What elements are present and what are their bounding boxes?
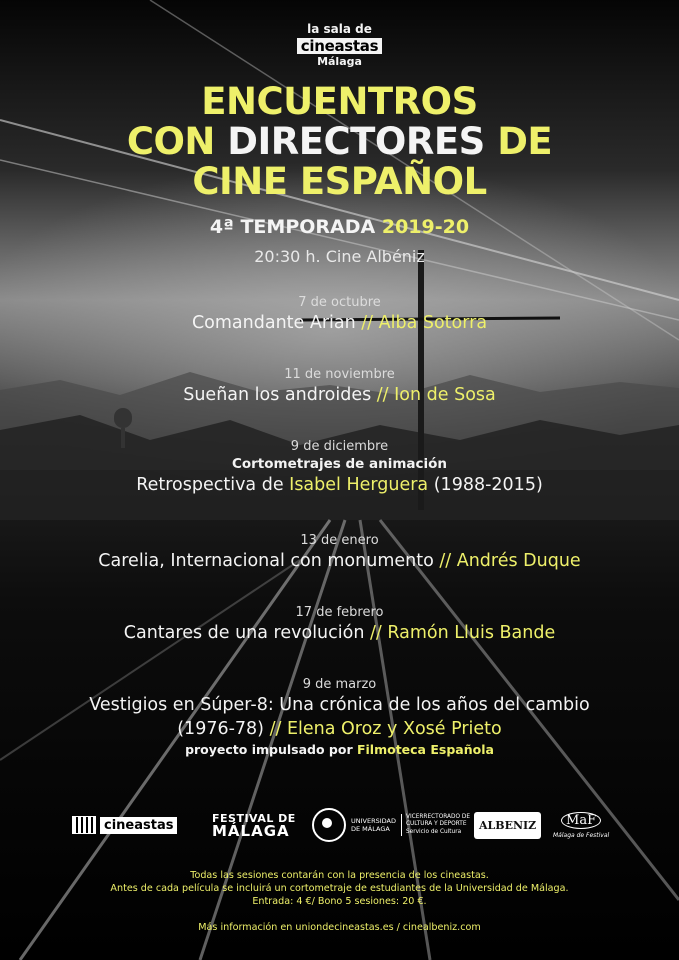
- event-film: Cantares de una revolución: [123, 623, 365, 643]
- event-5: [0, 604, 679, 645]
- event-separator: //: [264, 719, 282, 739]
- event-date: 11 de noviembre: [284, 367, 395, 382]
- time-place: 20:30 h. Cine Albéniz: [254, 247, 425, 266]
- title-word-de: DE: [497, 120, 553, 163]
- event-6: [0, 676, 679, 759]
- season: [0, 215, 679, 239]
- event-film: Carelia, Internacional con monumento: [98, 551, 434, 571]
- title-line-1: ENCUENTROS: [201, 80, 478, 123]
- footer-more-info: Más información en uniondecineastas.es / cinealbeniz.com: [198, 922, 481, 933]
- event-director: Ramón Lluis Bande: [381, 623, 556, 643]
- brand-name: cineastas: [297, 38, 382, 54]
- event-2: [0, 366, 679, 407]
- event-note-org: Filmoteca Española: [352, 742, 494, 757]
- event-director: Isabel Herguera: [283, 475, 429, 495]
- university-line-1: UNIVERSIDAD: [351, 817, 396, 825]
- title-word-con: CON: [126, 120, 215, 163]
- event-4: [0, 532, 679, 573]
- maf-text: Málaga de Festival: [553, 831, 610, 839]
- event-film: Comandante Arian: [191, 313, 356, 333]
- event-date: 17 de febrero: [295, 605, 384, 620]
- event-note: proyecto impulsado por: [185, 742, 353, 757]
- footer-info: [0, 869, 679, 908]
- event-subtitle: Cortometrajes de animación: [231, 456, 448, 472]
- universidad-malaga-logo: [312, 805, 470, 845]
- university-line-2: DE MÁLAGA: [351, 825, 390, 833]
- title-line-2: [0, 122, 679, 162]
- university-name: [351, 817, 396, 833]
- event-film: Vestigios en Súper-8: Una crónica de los años del cambio: [89, 695, 590, 715]
- season-label: 4ª TEMPORADA: [209, 216, 376, 238]
- event-date: 9 de diciembre: [290, 439, 389, 454]
- brand-logo: [0, 22, 679, 69]
- cineastas-logo-text: cineastas: [100, 817, 177, 834]
- festival-logo-line-1: FESTIVAL DE: [212, 812, 296, 825]
- main-title: [0, 82, 679, 202]
- festival-logo-line-2: MÁLAGA: [212, 822, 290, 840]
- event-date: 9 de marzo: [302, 677, 377, 692]
- albeniz-logo: [474, 805, 541, 845]
- title-word-directores: DIRECTORES: [227, 120, 485, 163]
- event-film: Retrospectiva de: [136, 475, 284, 495]
- sponsor-logos: [0, 805, 679, 845]
- event-separator: //: [433, 551, 452, 571]
- footer-line-2: Antes de cada película se incluirá un cortometraje de estudiantes de la Universidad de Málaga.: [110, 883, 569, 894]
- maf-mark: MaF: [561, 812, 601, 829]
- season-years: 2019-20: [381, 216, 470, 238]
- footer-line-1: Todas las sesiones contarán con la presencia de los cineastas.: [190, 870, 489, 881]
- vicerrectorado-text: [401, 814, 470, 837]
- event-director: Ion de Sosa: [388, 385, 496, 405]
- event-film-years: (1976-78): [177, 719, 265, 739]
- event-date: 13 de enero: [300, 533, 379, 548]
- vicerrectorado-line-3: Servicio de Cultura: [406, 828, 462, 835]
- vicerrectorado-line-2: CULTURA Y DEPORTE: [406, 821, 467, 828]
- event-separator: //: [364, 623, 382, 643]
- film-grid-icon: [72, 816, 96, 834]
- festival-malaga-logo: [212, 805, 296, 845]
- title-line-3: CINE ESPAÑOL: [192, 160, 487, 203]
- brand-city: Málaga: [317, 55, 362, 68]
- event-separator: //: [371, 385, 389, 405]
- albeniz-logo-text: ALBENIZ: [474, 812, 541, 839]
- event-separator: //: [355, 313, 374, 333]
- brand-top-text: la sala de: [307, 22, 372, 36]
- event-1: [0, 294, 679, 335]
- event-date: 7 de octubre: [298, 295, 381, 310]
- event-film: Sueñan los androides: [183, 385, 372, 405]
- event-director: Andrés Duque: [451, 551, 581, 571]
- vicerrectorado-line-1: VICERRECTORADO DE: [406, 813, 471, 820]
- event-3: [0, 438, 679, 497]
- maf-logo: [553, 805, 609, 845]
- event-director: Alba Sotorra: [373, 313, 488, 333]
- cineastas-logo: [72, 805, 177, 845]
- footer-line-3: Entrada: 4 €/ Bono 5 sesiones: 20 €.: [252, 896, 427, 907]
- event-years: (1988-2015): [428, 475, 543, 495]
- event-director: Elena Oroz y Xosé Prieto: [281, 719, 502, 739]
- university-seal-icon: [312, 808, 346, 842]
